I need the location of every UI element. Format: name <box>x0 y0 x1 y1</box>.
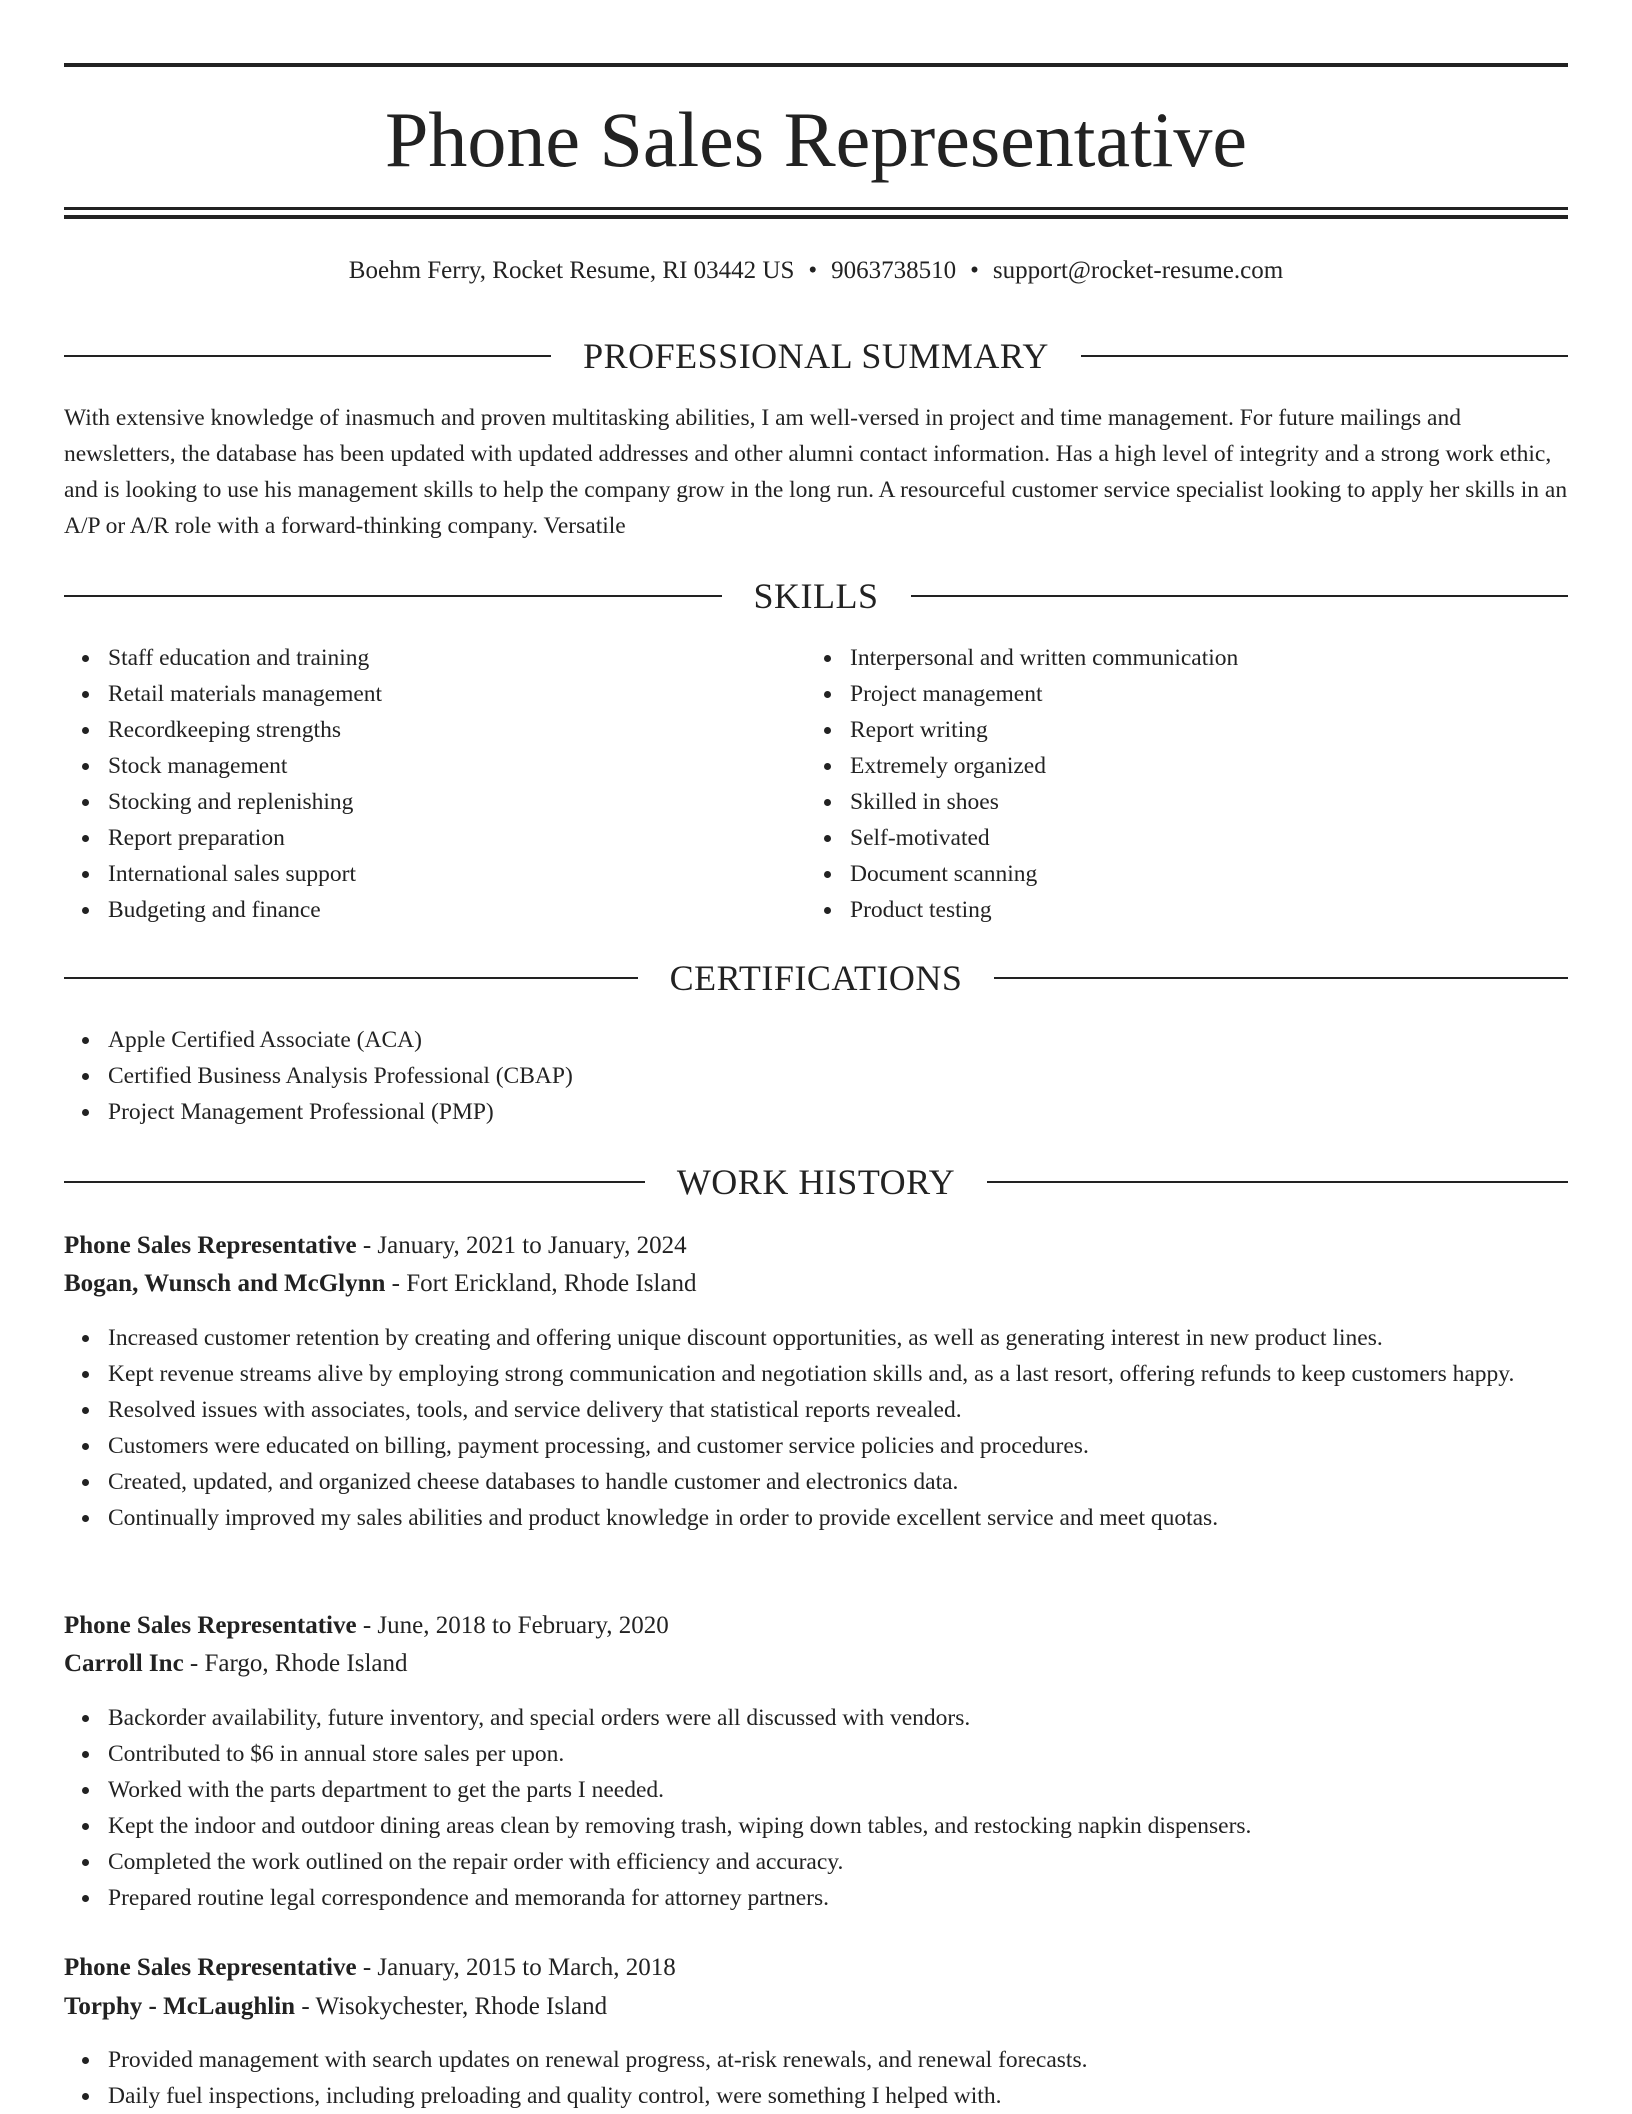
job-bullet: Worked with the parts department to get the parts I needed. <box>108 1772 1568 1808</box>
job-company: Torphy - McLaughlin <box>64 1993 296 2020</box>
section-heading-certifications <box>64 956 1568 1000</box>
skills-list-left <box>64 640 808 928</box>
job-company-line <box>64 1988 1568 2026</box>
job-bullet: Contributed to $6 in annual store sales per upon. <box>108 1736 1568 1772</box>
job-bullet: Kept revenue streams alive by employing strong communication and negotiation skills and, as a last resort, offering refunds to keep customers happy. <box>108 1356 1568 1392</box>
job-title: Phone Sales Representative <box>64 1954 357 1981</box>
job-title-line <box>64 1949 1568 1987</box>
divider <box>64 1181 645 1183</box>
job-title-line <box>64 1227 1568 1265</box>
skill-item: Budgeting and finance <box>108 892 808 928</box>
section-heading-work-history <box>64 1160 1568 1204</box>
job-bullet: Completed the work outlined on the repair order with efficiency and accuracy. <box>108 1844 1568 1880</box>
job-bullets <box>64 2042 1568 2114</box>
contact-separator: • <box>808 257 818 284</box>
title-rule <box>64 207 1568 210</box>
skill-item: Report preparation <box>108 820 808 856</box>
skill-item: Retail materials management <box>108 676 808 712</box>
contact-line <box>64 254 1568 288</box>
skill-item: Stock management <box>108 748 808 784</box>
job-bullet: Created, updated, and organized cheese databases to handle customer and electronics data. <box>108 1464 1568 1500</box>
job-location: - Wisokychester, Rhode Island <box>295 1993 608 2020</box>
job-bullets <box>64 1320 1568 1536</box>
skill-item: Staff education and training <box>108 640 808 676</box>
job-bullet: Kept the indoor and outdoor dining areas clean by removing trash, wiping down tables, and restocking napkin dispensers. <box>108 1808 1568 1844</box>
job-company-line <box>64 1265 1568 1303</box>
contact-phone: 9063738510 <box>831 257 957 284</box>
skill-item: Product testing <box>850 892 1570 928</box>
job-bullet: Prepared routine legal correspondence and memoranda for attorney partners. <box>108 1880 1568 1916</box>
section-title: PROFESSIONAL SUMMARY <box>583 336 1049 376</box>
job-bullet: Customers were educated on billing, payment processing, and customer service policies and procedures. <box>108 1428 1568 1464</box>
job-location: - Fargo, Rhode Island <box>183 1650 408 1677</box>
title-rule <box>64 215 1568 219</box>
job-bullet: Resolved issues with associates, tools, and service delivery that statistical reports revealed. <box>108 1392 1568 1428</box>
contact-separator: • <box>970 257 979 284</box>
job-title: Phone Sales Representative <box>64 1612 357 1639</box>
contact-address: Boehm Ferry, Rocket Resume, RI 03442 US <box>348 257 795 284</box>
job-company-line <box>64 1645 1568 1683</box>
skill-item: Extremely organized <box>850 748 1570 784</box>
skill-item: Document scanning <box>850 856 1570 892</box>
job-dates: - January, 2021 to January, 2024 <box>356 1232 687 1259</box>
section-heading-skills <box>64 574 1568 618</box>
section-title: WORK HISTORY <box>676 1162 956 1202</box>
job-bullet: Provided management with search updates on renewal progress, at-risk renewals, and renewal forecasts. <box>108 2042 1568 2078</box>
section-heading-summary <box>64 334 1568 378</box>
skill-item: Skilled in shoes <box>850 784 1570 820</box>
certification-item: Apple Certified Associate (ACA) <box>108 1022 1568 1058</box>
resume-title: Phone Sales Representative <box>384 96 1248 183</box>
divider <box>64 977 638 979</box>
job-company: Bogan, Wunsch and McGlynn <box>64 1270 386 1297</box>
job-title-line <box>64 1607 1568 1645</box>
job-title: Phone Sales Representative <box>64 1232 357 1259</box>
job-bullet: Continually improved my sales abilities and product knowledge in order to provide excellent service and meet quotas. <box>108 1500 1568 1536</box>
top-rule <box>64 63 1568 67</box>
skill-item: Recordkeeping strengths <box>108 712 808 748</box>
summary-text: With extensive knowledge of inasmuch and proven multitasking abilities, I am well-versed in project and time management. For future mailings and newsletters, the database has been updated with updated addresses and other alumni contact information. Has a high level of integrity and a strong work ethic, and is looking to use his management skills to help the company grow in the long run. A resourceful customer service specialist looking to apply her skills in an A/P or A/R role with a forward-thinking company. Versatile <box>64 405 1568 539</box>
job-location: - Fort Erickland, Rhode Island <box>385 1270 697 1297</box>
contact-email: support@rocket-resume.com <box>992 257 1284 284</box>
divider <box>994 977 1568 979</box>
divider <box>64 595 722 597</box>
job-bullet: Daily fuel inspections, including preloading and quality control, were something I helped with. <box>108 2078 1568 2114</box>
skill-item: Stocking and replenishing <box>108 784 808 820</box>
divider <box>1081 355 1568 357</box>
divider <box>911 595 1569 597</box>
skill-item: Self-motivated <box>850 820 1570 856</box>
job-dates: - June, 2018 to February, 2020 <box>356 1612 669 1639</box>
divider <box>987 1181 1568 1183</box>
skill-item: Project management <box>850 676 1570 712</box>
divider <box>64 355 551 357</box>
skill-item: Interpersonal and written communication <box>850 640 1570 676</box>
certifications-list <box>64 1022 1568 1130</box>
certification-item: Project Management Professional (PMP) <box>108 1094 1568 1130</box>
job-bullet: Increased customer retention by creating and offering unique discount opportunities, as well as generating interest in new product lines. <box>108 1320 1568 1356</box>
job-bullet: Backorder availability, future inventory, and special orders were all discussed with vendors. <box>108 1700 1568 1736</box>
section-title: SKILLS <box>753 576 879 616</box>
skills-list-right <box>806 640 1570 928</box>
section-title: CERTIFICATIONS <box>669 958 963 998</box>
job-bullets <box>64 1700 1568 1916</box>
skill-item: International sales support <box>108 856 808 892</box>
job-company: Carroll Inc <box>64 1650 184 1677</box>
certification-item: Certified Business Analysis Professional (CBAP) <box>108 1058 1568 1094</box>
job-dates: - January, 2015 to March, 2018 <box>356 1954 676 1981</box>
skill-item: Report writing <box>850 712 1570 748</box>
